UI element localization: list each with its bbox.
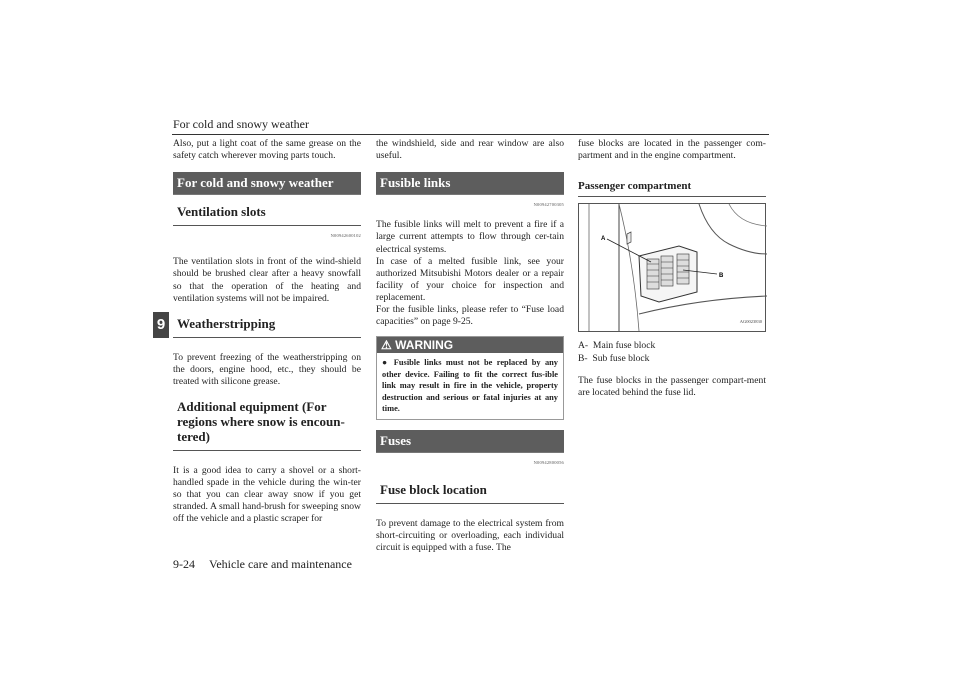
label-b: B (719, 273, 724, 280)
reference-code: N00942800056 (533, 459, 564, 465)
page-number: 9-24 (173, 557, 195, 571)
fuse-block-drawing (579, 204, 767, 331)
subheading-passenger-compartment: Passenger compartment (578, 176, 766, 197)
fusible-links-paragraph-2: In case of a melted fusible link, see your authorized Mitsubishi Motors dealer or a repair facility of your choice for inspection and replacement. (376, 255, 564, 303)
fuse-location-paragraph: To prevent damage to the electrical system from short-circuiting or overloading, each individual circuit is equipped with a fuse. The (376, 518, 564, 554)
figure-code: AG0023830 (739, 319, 762, 325)
subheading-ventilation-slots: Ventilation slots (173, 199, 361, 226)
label-a: A (601, 236, 606, 243)
fusible-links-paragraph-3: For the fusible links, please refer to “Fuse load capacities” on page 9-25. (376, 304, 564, 328)
warning-box (376, 336, 564, 420)
reference-code: N00942700305 (533, 202, 564, 208)
section-heading-fuses: Fuses (376, 430, 564, 453)
column-2 (376, 138, 564, 554)
continued-paragraph: the windshield, side and rear window are also useful. (376, 138, 564, 162)
subheading-additional-equipment: Additional equipment (For regions where snow is encoun-tered) (173, 394, 361, 451)
section-heading-fusible-links: Fusible links (376, 172, 564, 195)
chapter-tab: 9 (153, 312, 169, 338)
figure-legend (578, 340, 766, 365)
warning-body: ● Fusible links must not be replaced by any other device. Failing to fit the correct fus-ible link may result in fire in the vehicle, property destruction and serious or fatal injuries at any time. (382, 358, 558, 414)
continued-paragraph: fuse blocks are located in the passenger com-partment and in the engine compartment. (578, 138, 766, 162)
reference-code: N00942600102 (330, 233, 361, 239)
ventilation-paragraph: The ventilation slots in front of the wind-shield should be brushed clear after a heavy snowfall so that the operation of the heating and ventilation systems will not be impaired. (173, 256, 361, 304)
passenger-fuse-paragraph: The fuse blocks in the passenger compart-ment are located behind the fuse lid. (578, 375, 766, 399)
additional-equipment-paragraph: It is a good idea to carry a shovel or a short-handled spade in the vehicle during the win-ter so that you can clear away snow if you get stranded. A small hand-brush for sweeping snow off the vehicle and a plastic scraper for (173, 465, 361, 525)
warning-title: ⚠ WARNING (377, 337, 563, 353)
bullet-icon: ● (382, 358, 390, 368)
column-1 (173, 138, 361, 526)
fusible-links-paragraph: The fusible links will melt to prevent a fire if a large current attempts to flow through cer-tain electrical systems. (376, 219, 564, 255)
column-3 (578, 138, 766, 399)
legend-item: B- Sub fuse block (578, 352, 650, 364)
section-name: Vehicle care and maintenance (209, 557, 352, 571)
subheading-fuse-block-location: Fuse block location (376, 477, 564, 504)
legend-item: A- Main fuse block (578, 340, 656, 352)
subheading-weatherstripping: Weatherstripping (173, 311, 361, 338)
weatherstripping-paragraph: To prevent freezing of the weatherstripping on the doors, engine hood, etc., they should be treated with silicone grease. (173, 351, 361, 387)
page-header-title: For cold and snowy weather (173, 117, 309, 131)
header-rule (172, 134, 769, 135)
warning-triangle-icon: ⚠ (381, 338, 392, 353)
fuse-block-illustration (578, 203, 766, 332)
page-footer (173, 557, 352, 572)
intro-paragraph: Also, put a light coat of the same grease on the safety catch wherever moving parts touch. (173, 138, 361, 162)
section-heading-cold-weather: For cold and snowy weather (173, 172, 361, 195)
